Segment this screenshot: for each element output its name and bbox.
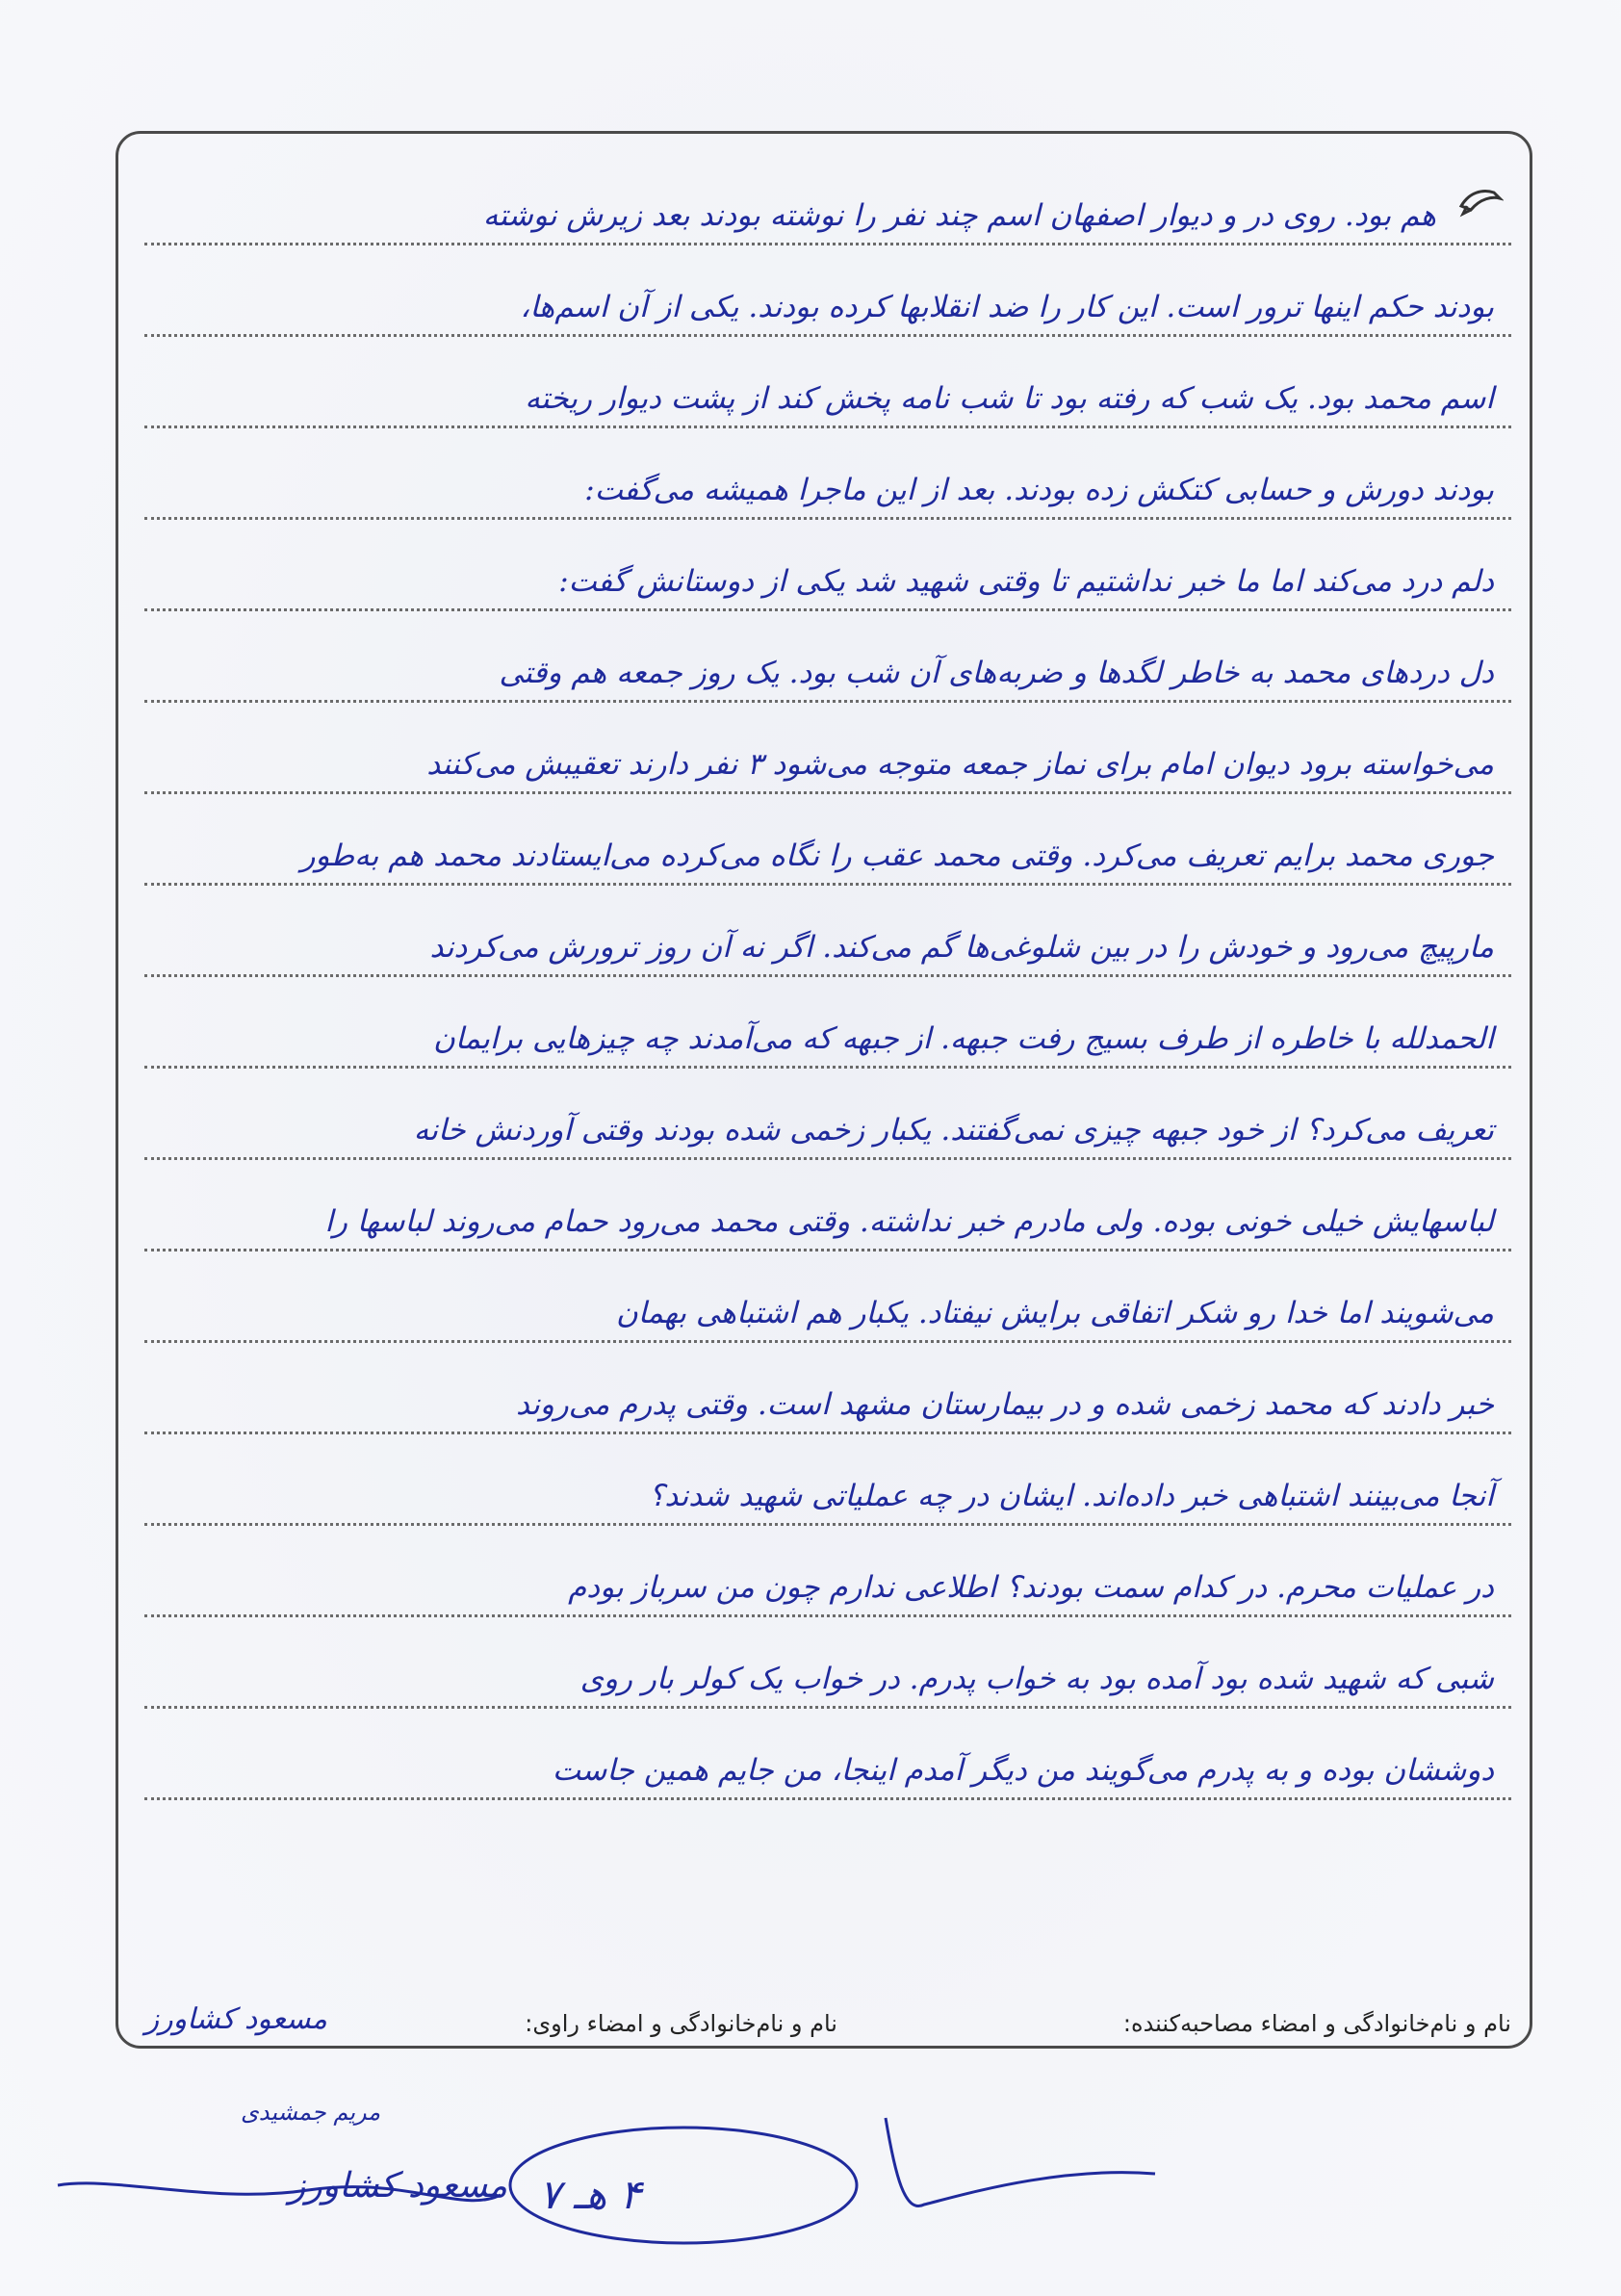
- line-text: در عملیات محرم. در کدام سمت بودند؟ اطلاعی ندارم چون من سرباز بودم: [568, 1570, 1494, 1605]
- text-line: [144, 1343, 1511, 1434]
- signature-stamp-text: ۴ هـ ۷: [539, 2171, 642, 2218]
- text-line: [144, 1526, 1511, 1617]
- signature-scribbles: [0, 2060, 1621, 2291]
- line-text: شبی که شهید شده بود آمده بود به خواب پدرم. در خواب یک کولر بار روی: [579, 1662, 1494, 1696]
- text-line: [144, 428, 1511, 520]
- narrator-name: مسعود کشاورز: [144, 2002, 327, 2036]
- signature-loop: [510, 2128, 857, 2243]
- text-line: [144, 1434, 1511, 1526]
- signature-note: مریم جمشیدی: [241, 2099, 381, 2126]
- line-text: لباسهایش خیلی خونی بوده. ولی مادرم خبر نداشته. وقتی محمد می‌رود حمام می‌روند لباسها را: [324, 1204, 1494, 1239]
- line-text: بودند حکم اینها ترور است. این کار را ضد انقلابها کرده بودند. یکی از آن اسم‌ها،: [520, 290, 1494, 324]
- signature-name: مسعود کشاورز: [289, 2166, 508, 2206]
- text-line: [144, 1617, 1511, 1709]
- line-text: دل دردهای محمد به خاطر لگدها و ضربه‌های آن شب بود. یک روز جمعه هم وقتی: [499, 656, 1494, 690]
- line-text: دلم درد می‌کند اما ما خبر نداشتیم تا وقتی شهید شد یکی از دوستانش گفت:: [558, 564, 1494, 599]
- text-line: [144, 1160, 1511, 1251]
- text-line: [144, 154, 1511, 245]
- line-text: دوششان بوده و به پدرم می‌گویند من دیگر آمدم اینجا، من جایم همین جاست: [552, 1753, 1494, 1788]
- text-line: [144, 245, 1511, 337]
- line-text: می‌خواسته برود دیوان امام برای نماز جمعه متوجه می‌شود ۳ نفر دارند تعقیبش می‌کنند: [426, 747, 1494, 782]
- text-line: [144, 703, 1511, 794]
- form-footer: [144, 2002, 1511, 2045]
- text-line: [144, 1709, 1511, 1800]
- signature-stroke: [58, 2183, 501, 2201]
- text-line: [144, 977, 1511, 1069]
- text-line: [144, 794, 1511, 886]
- line-text: تعریف می‌کرد؟ از خود جبهه چیزی نمی‌گفتند. یکبار زخمی شده بودند وقتی آوردنش خانه: [413, 1113, 1494, 1148]
- text-line: [144, 1069, 1511, 1160]
- line-text: آنجا می‌بینند اشتباهی خبر داده‌اند. ایشان در چه عملیاتی شهید شدند؟: [648, 1479, 1494, 1513]
- interviewer-signature-label: نام و نام‌خانوادگی و امضاء مصاحبه‌کننده:: [1122, 2010, 1511, 2037]
- text-line: [144, 1251, 1511, 1343]
- text-line: [144, 520, 1511, 611]
- line-text: جوری محمد برایم تعریف می‌کرد. وقتی محمد عقب را نگاه می‌کرده می‌ایستادند محمد هم به‌طور: [300, 838, 1494, 873]
- line-text: خبر دادند که محمد زخمی شده و در بیمارستان مشهد است. وقتی پدرم می‌روند: [515, 1387, 1494, 1422]
- line-text: اسم محمد بود. یک شب که رفته بود تا شب نامه پخش کند از پشت دیوار ریخته: [525, 381, 1494, 416]
- line-text: مارپیچ می‌رود و خودش را در بین شلوغی‌ها گم می‌کند. اگر نه آن روز ترورش می‌کردند: [429, 930, 1494, 965]
- handwritten-body: [144, 154, 1511, 1945]
- signature-area: [0, 2060, 1621, 2291]
- line-text: هم بود. روی در و دیوار اصفهان اسم چند نفر را نوشته بودند بعد زیرش نوشته: [482, 198, 1436, 233]
- text-line: [144, 611, 1511, 703]
- narrator-signature-label: نام و نام‌خانوادگی و امضاء راوی:: [525, 2010, 837, 2037]
- interviewer-signature-stroke: [886, 2118, 1155, 2206]
- text-line: [144, 337, 1511, 428]
- line-text: بودند دورش و حسابی کتکش زده بودند. بعد از این ماجرا همیشه می‌گفت:: [584, 473, 1494, 507]
- line-text: می‌شویند اما خدا رو شکر اتفاقی برایش نیفتاد. یکبار هم اشتباهی بهمان: [615, 1296, 1494, 1330]
- line-text: الحمدلله با خاطره از طرف بسیج رفت جبهه. از جبهه که می‌آمدند چه چیزهایی برایمان: [433, 1021, 1494, 1056]
- text-line: [144, 886, 1511, 977]
